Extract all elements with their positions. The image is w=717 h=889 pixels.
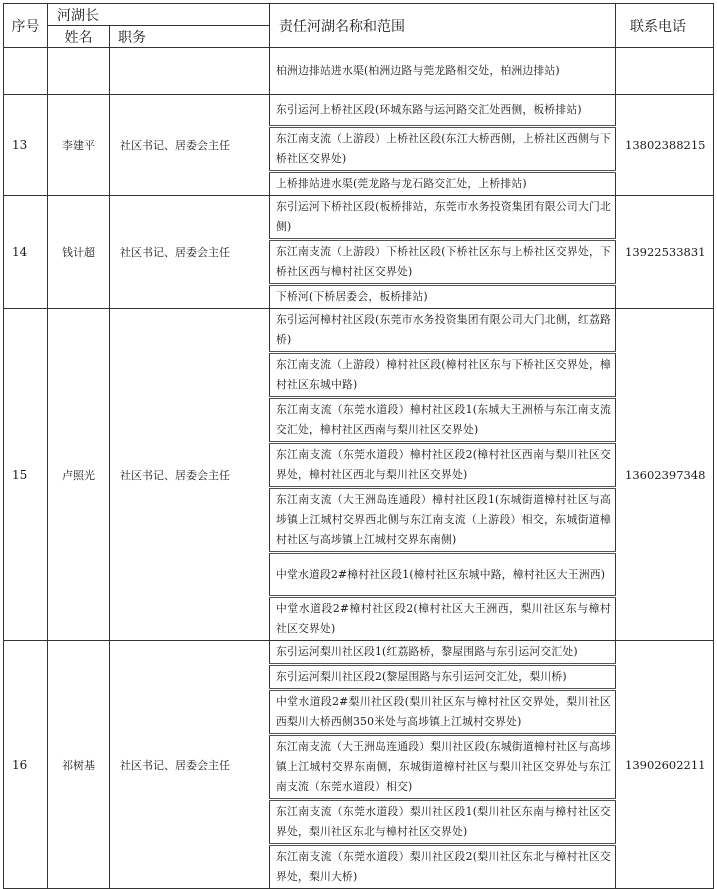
duty-cell: 社区书记、居委会主任 bbox=[110, 95, 270, 196]
duty-cell: 社区书记、居委会主任 bbox=[110, 641, 270, 889]
range-cell: 东引运河上桥社区段(环城东路与运河路交汇处西侧，板桥排站) bbox=[270, 95, 616, 127]
range-cell: 东引运河梨川社区段1(红荔路桥，黎屋围路与东引运河交汇处) bbox=[270, 641, 616, 665]
continuation-phone bbox=[616, 48, 714, 95]
seq-cell: 13 bbox=[4, 95, 48, 196]
header-duty: 职务 bbox=[110, 26, 270, 48]
duty-cell: 社区书记、居委会主任 bbox=[110, 196, 270, 309]
header-responsibility: 责任河湖名称和范围 bbox=[270, 4, 616, 48]
range-cell: 东江南支流（大王洲岛连通段）梨川社区段(东城街道樟村社区与高埗镇上江城村交界东南侧，东城街道樟村社区与梨川社区交界处与东江南支流（东莞水道段）相交) bbox=[270, 735, 616, 800]
range-cell: 东江南支流（上游段）下桥社区段(下桥社区东与上桥社区交界处，下桥社区西与樟村社区交界处) bbox=[270, 240, 616, 285]
seq-cell: 15 bbox=[4, 309, 48, 641]
seq-cell: 14 bbox=[4, 196, 48, 309]
phone-cell: 13802388215 bbox=[616, 95, 714, 196]
continuation-row bbox=[4, 48, 714, 95]
continuation-seq bbox=[4, 48, 48, 95]
range-cell: 东江南支流（大王洲岛连通段）樟村社区段1(东城街道樟村社区与高埗镇上江城村交界西北侧与东江南支流（上游段）相交，东城街道樟村社区与高埗镇上江城村交界东南侧) bbox=[270, 488, 616, 553]
river-chief-table bbox=[3, 3, 714, 889]
continuation-duty bbox=[110, 48, 270, 95]
range-cell: 上桥排站进水渠(莞龙路与龙石路交汇处，上桥排站) bbox=[270, 172, 616, 196]
header-river-chief: 河湖长 bbox=[48, 4, 270, 26]
phone-cell: 13922533831 bbox=[616, 196, 714, 309]
continuation-name bbox=[48, 48, 110, 95]
table-row bbox=[4, 309, 714, 353]
range-cell: 东江南支流（东莞水道段）樟村社区段1(东城大王洲桥与东江南支流交汇处，樟村社区西南与梨川社区交界处) bbox=[270, 398, 616, 443]
table-row bbox=[4, 196, 714, 240]
duty-cell: 社区书记、居委会主任 bbox=[110, 309, 270, 641]
name-cell: 祁树基 bbox=[48, 641, 110, 889]
table-row bbox=[4, 95, 714, 127]
name-cell: 卢照光 bbox=[48, 309, 110, 641]
header-row-1 bbox=[4, 4, 714, 26]
range-cell: 东江南支流（东莞水道段）樟村社区段2(樟村社区西南与梨川社区交界处，樟村社区西北与梨川社区交界处) bbox=[270, 443, 616, 488]
name-cell: 李建平 bbox=[48, 95, 110, 196]
header-phone: 联系电话 bbox=[616, 4, 714, 48]
header-seq: 序号 bbox=[4, 4, 48, 48]
continuation-range: 柏洲边排站进水渠(柏洲边路与莞龙路相交处，柏洲边排站) bbox=[270, 48, 616, 95]
table-row bbox=[4, 641, 714, 665]
range-cell: 东江南支流（上游段）樟村社区段(樟村社区东与下桥社区交界处，樟村社区东城中路) bbox=[270, 353, 616, 398]
range-cell: 中堂水道段2#梨川社区段(梨川社区东与樟村社区交界处，梨川社区西梨川大桥西侧350米处与高埗镇上江城村交界处) bbox=[270, 690, 616, 735]
range-cell: 东引运河下桥社区段(板桥排站，东莞市水务投资集团有限公司大门北侧) bbox=[270, 196, 616, 240]
phone-cell: 13602397348 bbox=[616, 309, 714, 641]
range-cell: 东引运河梨川社区段2(黎屋围路与东引运河交汇处，梨川桥) bbox=[270, 665, 616, 690]
header-name: 姓名 bbox=[48, 26, 110, 48]
range-cell: 东江南支流（东莞水道段）梨川社区段1(梨川社区东南与樟村社区交界处，梨川社区东北与樟村社区交界处) bbox=[270, 800, 616, 845]
range-cell: 东江南支流（上游段）上桥社区段(东江大桥西侧，上桥社区西侧与下桥社区交界处) bbox=[270, 127, 616, 172]
range-cell: 东引运河樟村社区段(东莞市水务投资集团有限公司大门北侧，红荔路桥) bbox=[270, 309, 616, 353]
phone-cell: 13902602211 bbox=[616, 641, 714, 889]
range-cell: 中堂水道段2#樟村社区段1(樟村社区东城中路，樟村社区大王洲西) bbox=[270, 553, 616, 597]
range-cell: 下桥河(下桥居委会，板桥排站) bbox=[270, 285, 616, 309]
name-cell: 钱计超 bbox=[48, 196, 110, 309]
seq-cell: 16 bbox=[4, 641, 48, 889]
range-cell: 东江南支流（东莞水道段）梨川社区段2(梨川社区东北与樟村社区交界处，梨川大桥) bbox=[270, 845, 616, 889]
range-cell: 中堂水道段2#樟村社区段2(樟村社区大王洲西，梨川社区东与樟村社区交界处) bbox=[270, 597, 616, 641]
